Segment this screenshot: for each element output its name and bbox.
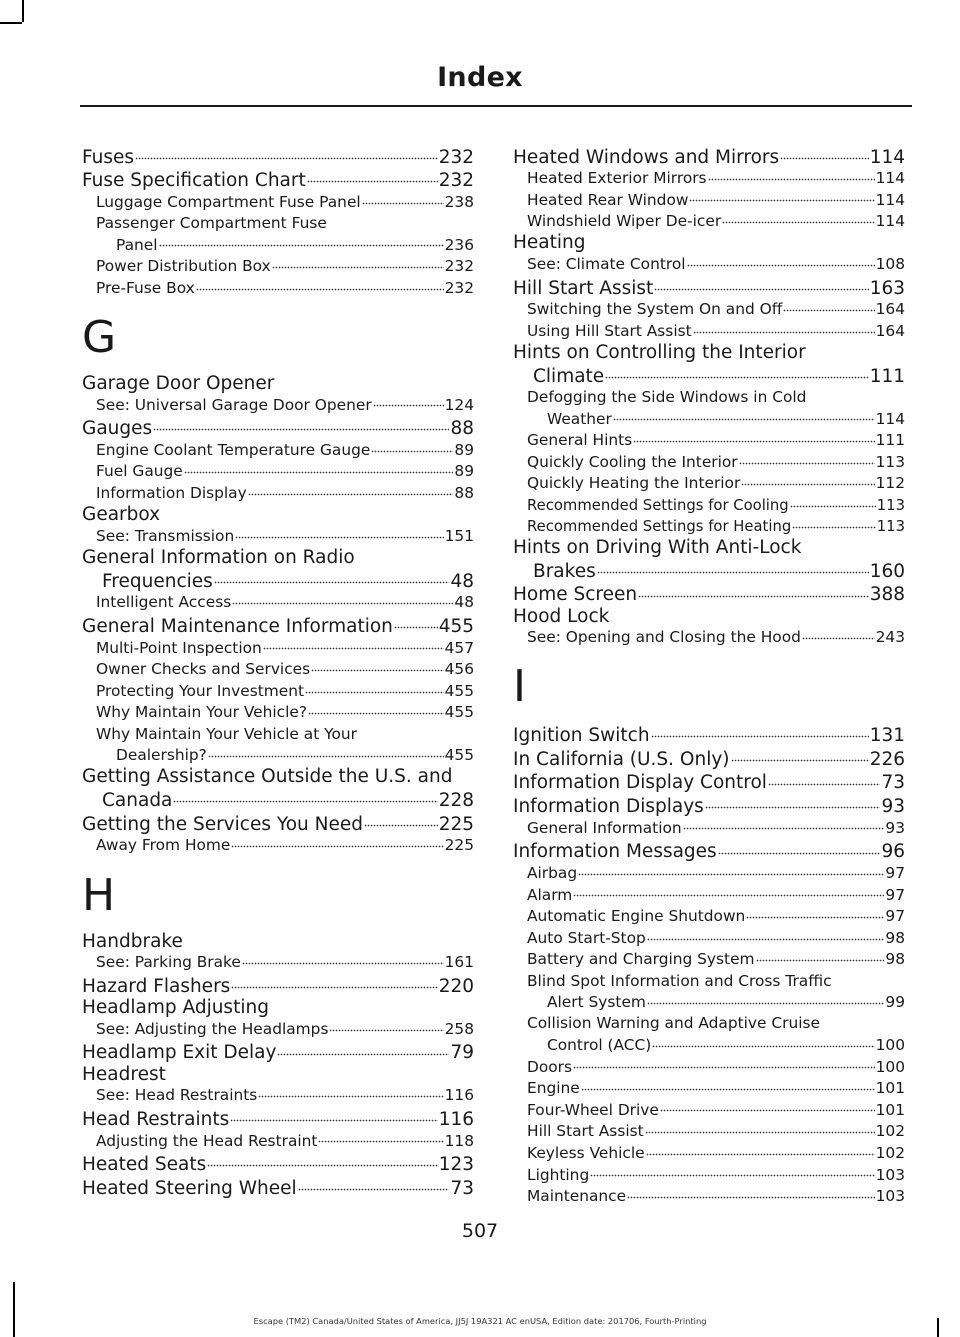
index-subentry-wrap: Collision Warning and Adaptive Cruise [527,1014,820,1033]
index-heading: Hood Lock [513,605,610,627]
index-subentry[interactable]: Recommended Settings for Heating 113 [527,517,905,535]
index-subentry[interactable]: Information Display 88 [96,484,474,503]
index-heading-wrap: Hints on Driving With Anti-Lock [513,537,802,559]
index-subentry[interactable]: Airbag 97 [527,863,905,882]
index-subentry[interactable]: Power Distribution Box 232 [96,257,474,276]
index-entry[interactable]: Information Display Control 73 [513,770,905,794]
header-rule [80,105,912,107]
index-entry[interactable]: Canada 228 [82,788,474,812]
index-subentry[interactable]: Luggage Compartment Fuse Panel 238 [96,192,474,211]
index-entry[interactable]: Hazard Flashers 220 [82,973,474,997]
index-subentry[interactable]: Dealership? 455 [116,746,474,765]
index-subentry[interactable]: Battery and Charging System 98 [527,950,905,969]
index-subentry[interactable]: Switching the System On and Off 164 [527,300,905,319]
index-subentry[interactable]: Control (ACC) 100 [547,1035,905,1054]
index-subentry[interactable]: Quickly Cooling the Interior 113 [527,452,905,471]
index-entry[interactable]: Information Displays 93 [513,794,905,818]
index-heading: Handbrake [82,930,183,952]
index-subentry[interactable]: Intelligent Access 48 [96,593,474,612]
index-subentry[interactable]: Protecting Your Investment 455 [96,681,474,700]
index-subentry[interactable]: Owner Checks and Services 456 [96,660,474,679]
index-entry[interactable]: Heated Steering Wheel 73 [82,1175,474,1199]
crop-mark-bottom-left [13,1282,15,1337]
index-entry[interactable]: Fuses 232 [82,144,474,168]
index-subentry[interactable]: Windshield Wiper De-icer 114 [527,212,905,231]
index-subentry-wrap: Why Maintain Your Vehicle at Your [96,724,357,743]
index-subentry[interactable]: Using Hill Start Assist 164 [527,321,905,340]
index-subentry[interactable]: Adjusting the Head Restraint 118 [96,1131,474,1150]
index-subentry[interactable]: Engine Coolant Temperature Gauge 89 [96,440,474,459]
index-subentry[interactable]: Fuel Gauge 89 [96,462,474,481]
index-subentry[interactable]: Hill Start Assist 102 [527,1122,905,1141]
index-column-left [82,144,474,1199]
index-entry[interactable]: Information Messages 96 [513,839,905,863]
index-entry[interactable]: Ignition Switch 131 [513,722,905,746]
index-heading: Heating [513,232,586,254]
index-entry[interactable]: Hill Start Assist 163 [513,275,905,299]
index-entry[interactable]: Brakes 160 [513,558,905,582]
section-letter-i: I [513,661,526,713]
crop-mark-top-left [22,0,24,22]
index-subentry-wrap: Blind Spot Information and Cross Traffic [527,971,832,990]
index-heading: Headrest [82,1063,166,1085]
index-entry[interactable]: Climate 111 [513,363,905,387]
index-entry[interactable]: Heated Seats 123 [82,1152,474,1176]
index-subentry[interactable]: Maintenance 103 [527,1187,905,1206]
index-entry[interactable]: In California (U.S. Only) 226 [513,746,905,770]
index-subentry[interactable]: Quickly Heating the Interior 112 [527,474,905,493]
crop-mark-top-left-h [0,22,22,24]
index-subentry[interactable]: Auto Start-Stop 98 [527,928,905,947]
page-number: 507 [461,1220,499,1242]
index-subentry[interactable]: Heated Exterior Mirrors 114 [527,169,905,188]
index-heading: Headlamp Adjusting [82,997,269,1019]
index-subentry[interactable]: Lighting 103 [527,1165,905,1184]
index-subentry[interactable]: Alert System 99 [547,993,905,1012]
index-subentry[interactable]: Heated Rear Window 114 [527,190,905,209]
index-entry[interactable]: Home Screen 388 [513,582,905,606]
index-subentry[interactable]: See: Climate Control 108 [527,255,905,274]
index-subentry[interactable]: Away From Home 225 [96,836,474,855]
index-entry[interactable]: Getting the Services You Need 225 [82,811,474,835]
index-subentry[interactable]: See: Universal Garage Door Opener 124 [96,395,474,414]
index-heading: Garage Door Opener [82,372,275,394]
index-subentry[interactable]: See: Parking Brake 161 [96,953,474,972]
index-subentry[interactable]: Weather 114 [547,409,905,428]
index-subentry[interactable]: Keyless Vehicle 102 [527,1143,905,1162]
index-subentry[interactable]: Alarm 97 [527,885,905,904]
index-entry[interactable]: Frequencies 48 [82,568,474,592]
index-subentry[interactable]: Pre-Fuse Box 232 [96,278,474,297]
index-subentry[interactable]: Multi-Point Inspection 457 [96,638,474,657]
index-heading-wrap: General Information on Radio [82,547,355,569]
index-entry[interactable]: Heated Windows and Mirrors 114 [513,144,905,168]
index-subentry[interactable]: Recommended Settings for Cooling 113 [527,496,905,514]
index-subentry[interactable]: Automatic Engine Shutdown 97 [527,907,905,926]
index-subentry[interactable]: Four-Wheel Drive 101 [527,1100,905,1119]
index-subentry-wrap: Passenger Compartment Fuse [96,214,327,232]
index-entry[interactable]: Headlamp Exit Delay 79 [82,1040,474,1064]
index-heading-wrap: Hints on Controlling the Interior [513,342,806,364]
index-subentry[interactable]: General Information 93 [527,818,905,837]
index-column-right [513,144,905,1207]
index-subentry[interactable]: General Hints 111 [527,431,905,450]
index-heading: Gearbox [82,504,161,526]
index-subentry[interactable]: Engine 101 [527,1079,905,1098]
index-subentry-wrap: Defogging the Side Windows in Cold [527,388,807,407]
index-subentry[interactable]: See: Adjusting the Headlamps 258 [96,1019,474,1038]
section-letter-g: G [82,311,117,363]
footer-edition-info: Escape (TM2) Canada/United States of America, JJ5J 19A321 AC enUSA, Edition date: 201706, Fourth-Printing [253,1316,707,1326]
index-subentry[interactable]: See: Head Restraints 116 [96,1086,474,1105]
index-subentry[interactable]: Doors 100 [527,1057,905,1076]
index-entry[interactable]: Head Restraints 116 [82,1106,474,1130]
index-heading-wrap: Getting Assistance Outside the U.S. and [82,766,453,788]
page-title: Index [437,62,523,93]
index-entry[interactable]: Gauges 88 [82,416,474,440]
index-entry[interactable]: General Maintenance Information 455 [82,614,474,638]
index-entry[interactable]: Fuse Specification Chart 232 [82,168,474,192]
index-subentry[interactable]: Why Maintain Your Vehicle? 455 [96,703,474,722]
index-subentry[interactable]: Panel 236 [116,235,474,254]
index-subentry[interactable]: See: Opening and Closing the Hood 243 [527,628,905,647]
index-subentry[interactable]: See: Transmission 151 [96,526,474,545]
section-letter-h: H [82,869,116,921]
